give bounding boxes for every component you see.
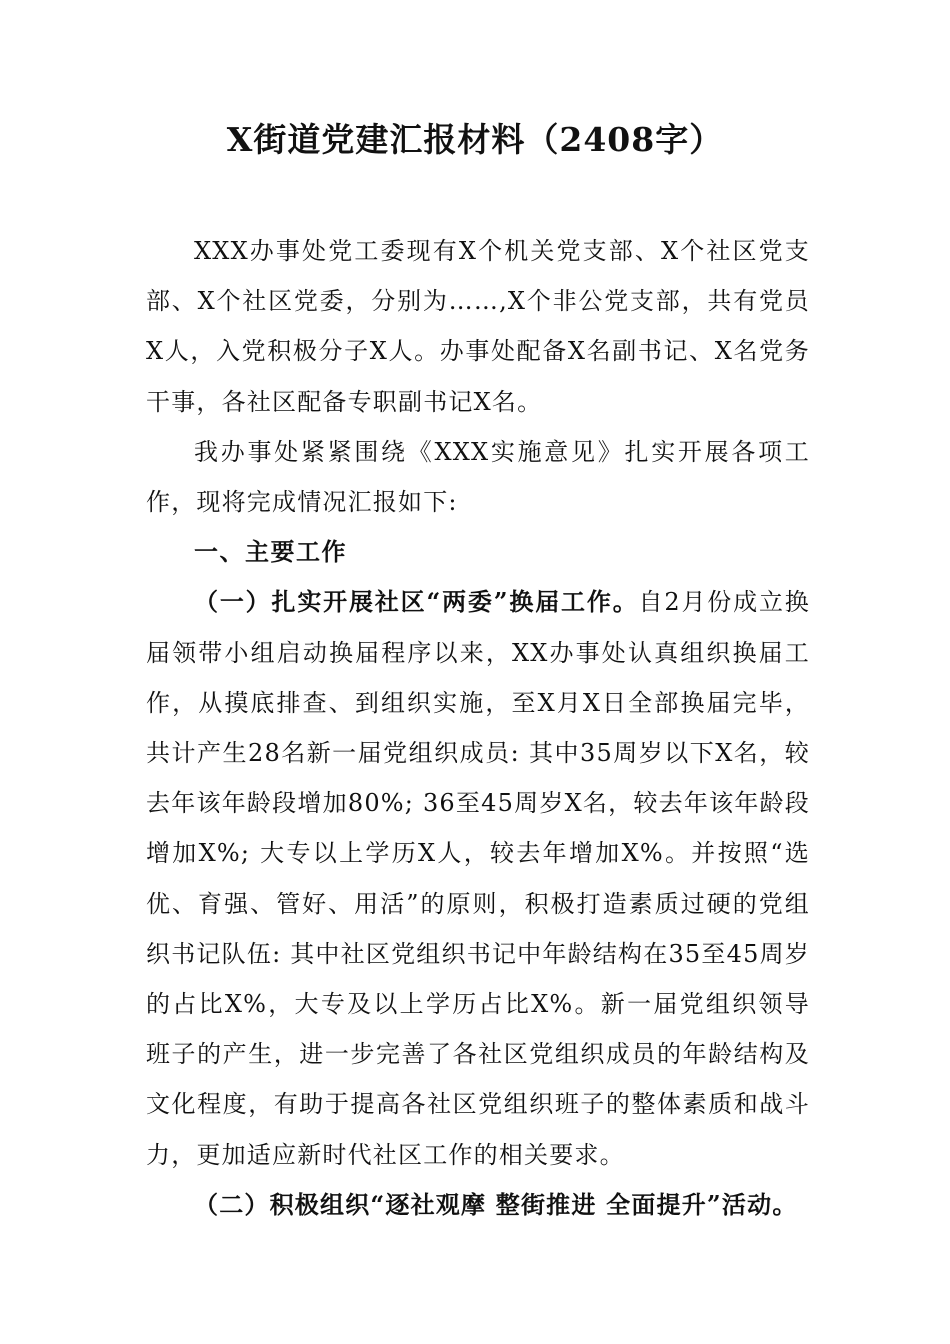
paragraph-election-body: 自2月份成立换届领带小组启动换届程序以来，XX办事处认真组织换届工作，从摸底排查、到组织实施，至X月X日全部换届完毕，共计产生28名新一届党组织成员: 其中35周岁以下X名，较去年该年龄段增加80%; 36至45周岁X名，较去年该年龄段增加X%; 大专以上学历X人，较去年增加X%。并按照“选优、育强、管好、用活”的原则，积极打造素质过硬的党组织书记队伍: 其中社区党组织书记中年龄结构在35至45周岁的占比X%，大专及以上学历占比X%。新一届党组织领导班子的产生，进一步完善了各社区党组织成员的年龄结构及文化程度，有助于提高各社区党组织班子的整体素质和战斗力，更加适应新时代社区工作的相关要求。 [146,588,810,1169]
paragraph-election-work [146,577,810,1179]
subheading-election: （一）扎实开展社区“两委”换届工作。 [194,587,639,617]
paragraph-intro: XXX办事处党工委现有X个机关党支部、X个社区党支部、X个社区党委，分别为……,X个非公党支部，共有党员X人，入党积极分子X人。办事处配备X名副书记、X名党务干事，各社区配备专职副书记X名。 [146,237,810,416]
document-title: X街道党建汇报材料（2408字） [226,120,724,159]
section-heading-main-work: 一、主要工作 [194,538,347,567]
paragraph-observation-activity [146,1180,810,1230]
document-body [146,226,810,1230]
subheading-observation: （二）积极组织“逐社观摩 整街推进 全面提升”活动。 [194,1189,798,1219]
paragraph-report-intro: 我办事处紧紧围绕《XXX实施意见》扎实开展各项工作，现将完成情况汇报如下: [146,437,810,517]
